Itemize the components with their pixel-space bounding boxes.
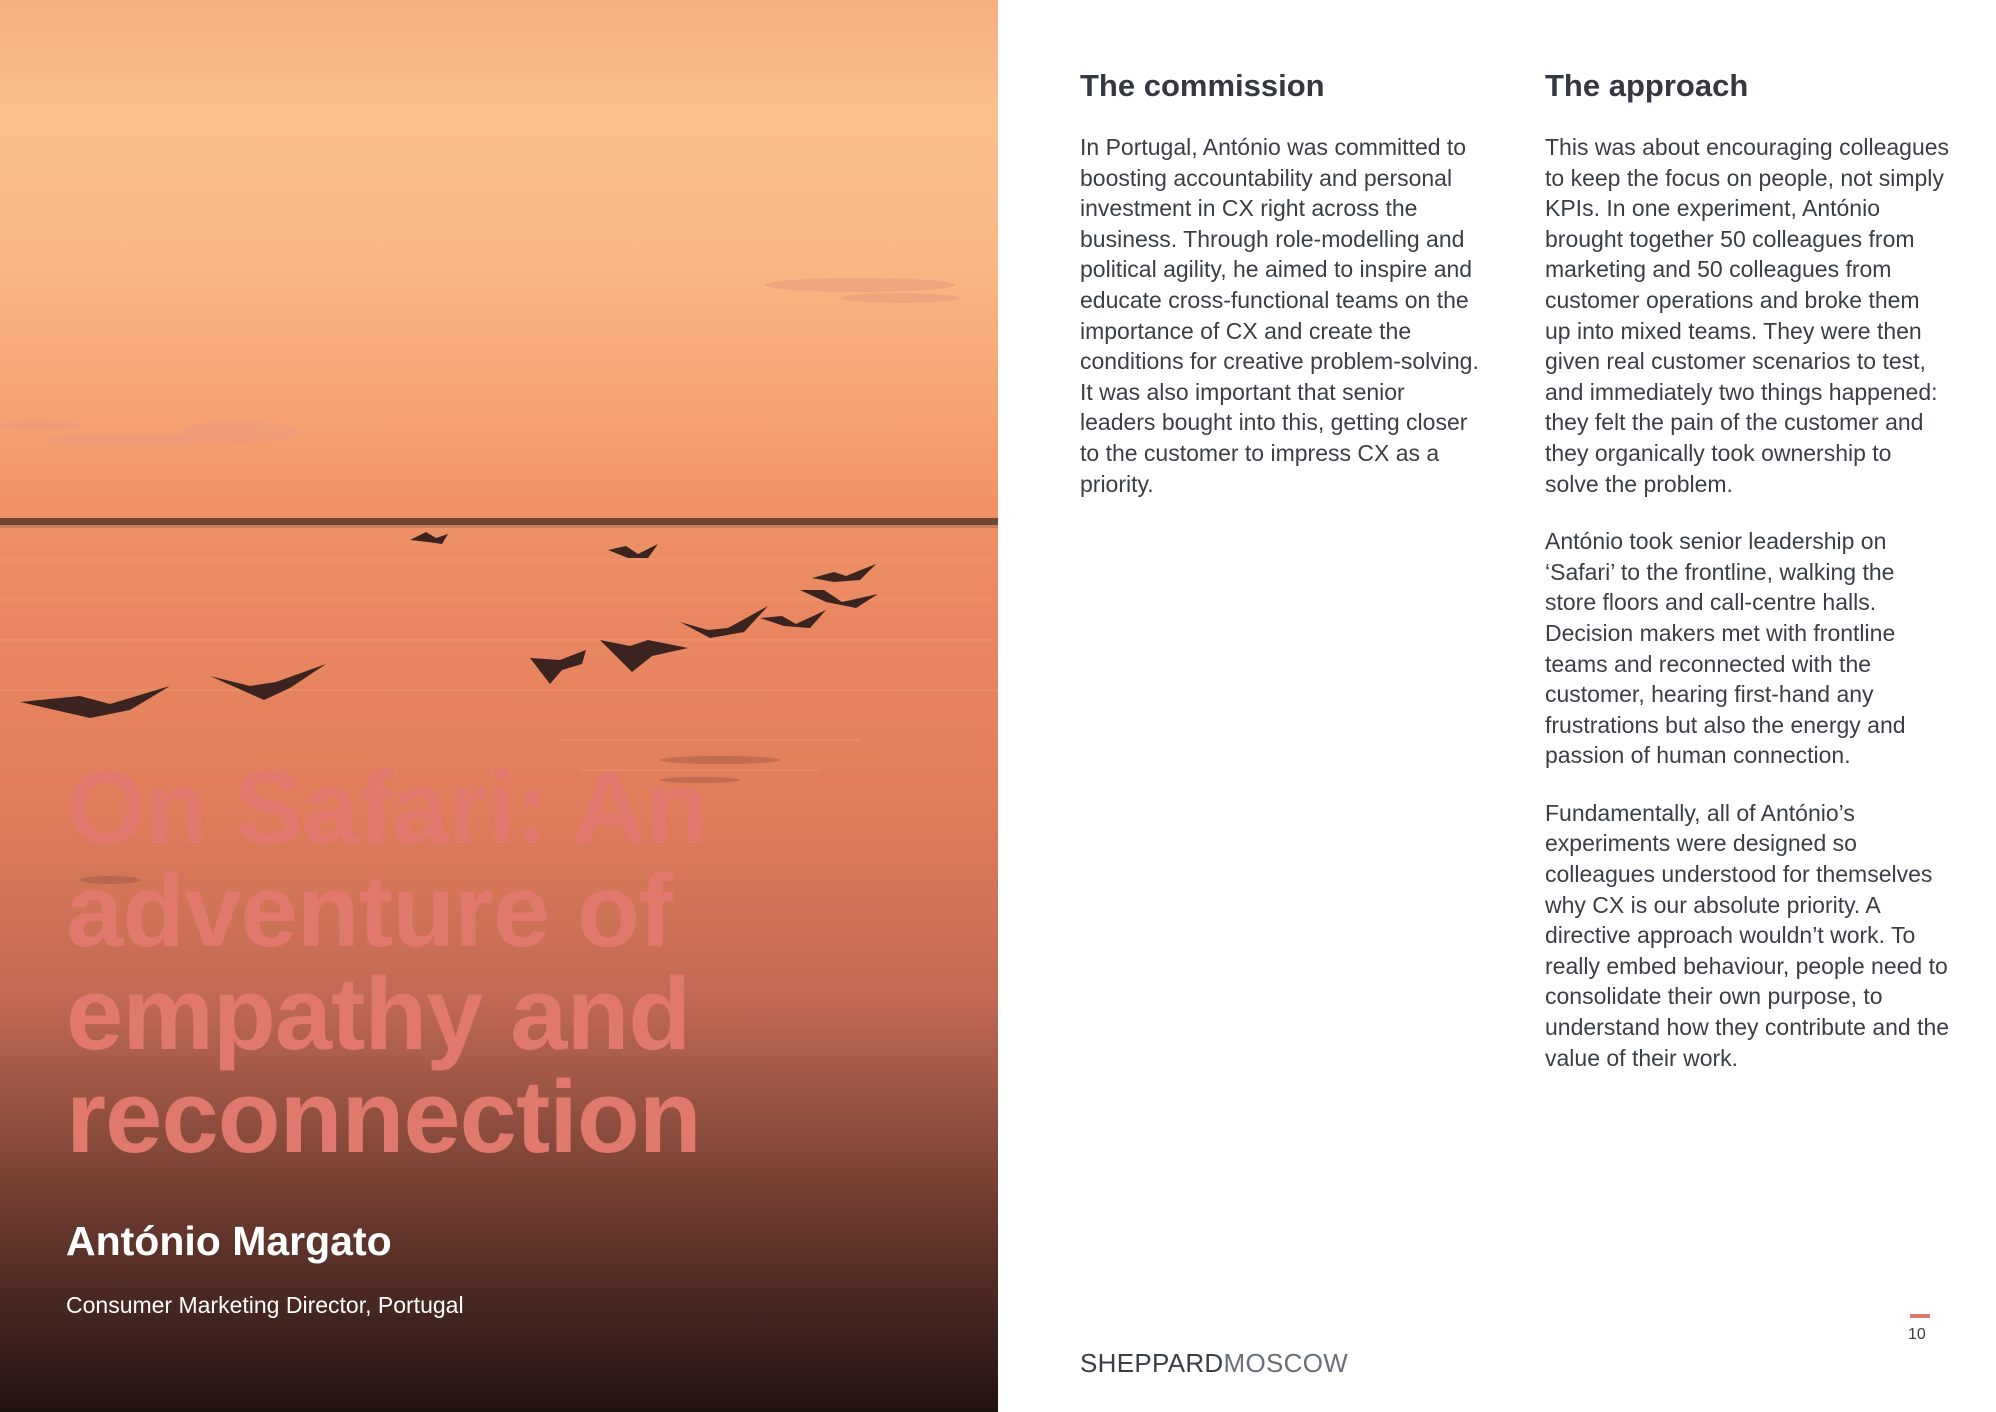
commission-paragraph: In Portugal, António was committed to boosting accountability and personal investment in CX right across the business. Through role-modelling and political agility, he aimed to inspire and educate cross-functional teams on the importance of CX and create the conditions for creative problem-solving. It was also important that senior leaders bought into this, getting closer to the customer to impress CX as a priority. [1080,134,1479,497]
brand-logo-bold: SHEPPARD [1080,1348,1224,1378]
approach-heading: The approach [1545,68,1749,103]
approach-paragraph: Fundamentally, all of António’s experiments were designed so colleagues understood for themselves why CX is our absolute priority. A directive approach wouldn’t work. To really embed behaviour, people need to consolidate their own purpose, to understand how they contribute and the value of their work. [1545,799,1950,1071]
page-marker [1910,1314,1930,1318]
clouds [0,278,960,446]
commission-column [1080,66,1480,526]
approach-column [1545,66,1950,1100]
commission-heading: The commission [1080,68,1325,103]
approach-paragraph: This was about encouraging colleagues to keep the focus on people, not simply KPIs. In one experiment, António brought together 50 colleagues from marketing and 50 colleagues from customer operations and broke them up into mixed teams. They were then given real customer scenarios to test, and immediately two things happened: they felt the pain of the customer and they organically took ownership to solve the problem. [1545,134,1950,497]
person-role: Consumer Marketing Director, Portugal [66,1292,464,1318]
brand-logo [1080,1348,1348,1379]
brand-logo-light: MOSCOW [1223,1348,1349,1378]
person-name: António Margato [66,1218,392,1264]
horizon-line [0,518,998,525]
page-number: 10 [1908,1326,1926,1343]
approach-paragraph: António took senior leadership on ‘Safari’ to the frontline, walking the store floors and call-centre halls. Decision makers met with frontline teams and reconnected with the customer, hearing first-hand any frustrations but also the energy and passion of human connection. [1545,528,1906,769]
article-title: On Safari: An adventure of empathy and reconnection [66,750,708,1174]
